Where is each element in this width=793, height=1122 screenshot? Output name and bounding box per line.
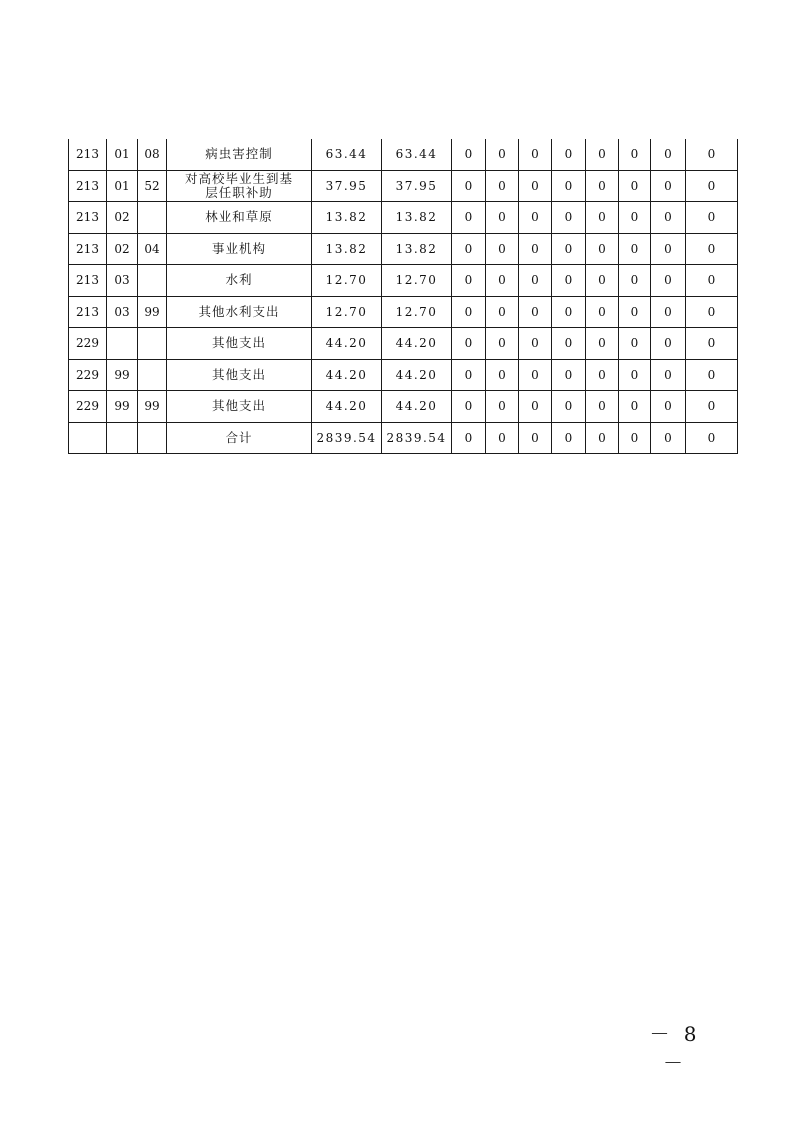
basic-expense-cell: 12.70 bbox=[382, 265, 452, 297]
subject-name-cell bbox=[167, 170, 312, 202]
basic-expense-cell: 2839.54 bbox=[382, 422, 452, 454]
subject-name-line: 对高校毕业生到基 bbox=[184, 170, 293, 186]
value-cell: 0 bbox=[651, 265, 686, 297]
value-cell: 0 bbox=[486, 139, 519, 170]
subject-name-cell: 病虫害控制 bbox=[167, 139, 312, 170]
basic-expense-cell: 37.95 bbox=[382, 170, 452, 202]
value-cell: 0 bbox=[586, 391, 619, 423]
subject-name-line: 层任职补助 bbox=[205, 184, 273, 200]
total-cell: 44.20 bbox=[312, 359, 382, 391]
class-code-cell: 213 bbox=[69, 170, 107, 202]
value-cell: 0 bbox=[619, 265, 651, 297]
table-row bbox=[69, 202, 738, 234]
total-cell: 12.70 bbox=[312, 265, 382, 297]
value-cell: 0 bbox=[486, 328, 519, 360]
basic-expense-cell: 13.82 bbox=[382, 233, 452, 265]
section-code-cell: 01 bbox=[107, 139, 138, 170]
table-row bbox=[69, 328, 738, 360]
total-cell: 63.44 bbox=[312, 139, 382, 170]
class-code-cell: 229 bbox=[69, 391, 107, 423]
value-cell: 0 bbox=[486, 202, 519, 234]
total-row bbox=[69, 422, 738, 454]
value-cell: 0 bbox=[686, 202, 738, 234]
subject-name-cell: 水利 bbox=[167, 265, 312, 297]
section-code-cell: 02 bbox=[107, 202, 138, 234]
value-cell: 0 bbox=[651, 233, 686, 265]
value-cell: 0 bbox=[586, 422, 619, 454]
value-cell: 0 bbox=[552, 328, 586, 360]
value-cell: 0 bbox=[586, 139, 619, 170]
value-cell: 0 bbox=[586, 328, 619, 360]
item-code-cell: 04 bbox=[138, 233, 167, 265]
total-label-cell: 合计 bbox=[167, 422, 312, 454]
value-cell: 0 bbox=[686, 265, 738, 297]
section-code-cell: 03 bbox=[107, 296, 138, 328]
value-cell: 0 bbox=[519, 328, 552, 360]
section-code-cell: 99 bbox=[107, 391, 138, 423]
value-cell: 0 bbox=[619, 359, 651, 391]
class-code-cell: 213 bbox=[69, 296, 107, 328]
value-cell: 0 bbox=[552, 422, 586, 454]
total-cell: 2839.54 bbox=[312, 422, 382, 454]
total-cell: 37.95 bbox=[312, 170, 382, 202]
value-cell: 0 bbox=[686, 328, 738, 360]
table-row bbox=[69, 359, 738, 391]
value-cell: 0 bbox=[619, 296, 651, 328]
section-code-cell bbox=[107, 422, 138, 454]
value-cell: 0 bbox=[486, 359, 519, 391]
value-cell: 0 bbox=[619, 139, 651, 170]
item-code-cell: 99 bbox=[138, 296, 167, 328]
item-code-cell bbox=[138, 422, 167, 454]
item-code-cell bbox=[138, 328, 167, 360]
item-code-cell bbox=[138, 265, 167, 297]
value-cell: 0 bbox=[651, 170, 686, 202]
value-cell: 0 bbox=[651, 328, 686, 360]
value-cell: 0 bbox=[651, 139, 686, 170]
value-cell: 0 bbox=[519, 170, 552, 202]
total-cell: 13.82 bbox=[312, 202, 382, 234]
value-cell: 0 bbox=[651, 422, 686, 454]
class-code-cell bbox=[69, 422, 107, 454]
value-cell: 0 bbox=[519, 233, 552, 265]
section-code-cell bbox=[107, 328, 138, 360]
value-cell: 0 bbox=[586, 233, 619, 265]
value-cell: 0 bbox=[452, 139, 486, 170]
value-cell: 0 bbox=[486, 391, 519, 423]
class-code-cell: 213 bbox=[69, 233, 107, 265]
value-cell: 0 bbox=[586, 265, 619, 297]
value-cell: 0 bbox=[452, 265, 486, 297]
table-row bbox=[69, 391, 738, 423]
value-cell: 0 bbox=[519, 422, 552, 454]
value-cell: 0 bbox=[586, 170, 619, 202]
subject-name-cell: 其他支出 bbox=[167, 391, 312, 423]
class-code-cell: 229 bbox=[69, 328, 107, 360]
table-row bbox=[69, 265, 738, 297]
total-cell: 44.20 bbox=[312, 328, 382, 360]
value-cell: 0 bbox=[519, 391, 552, 423]
table-row bbox=[69, 170, 738, 202]
table-row bbox=[69, 233, 738, 265]
value-cell: 0 bbox=[552, 265, 586, 297]
section-code-cell: 01 bbox=[107, 170, 138, 202]
value-cell: 0 bbox=[452, 170, 486, 202]
value-cell: 0 bbox=[452, 391, 486, 423]
subject-name-cell: 其他水利支出 bbox=[167, 296, 312, 328]
budget-table bbox=[68, 139, 738, 454]
value-cell: 0 bbox=[452, 328, 486, 360]
basic-expense-cell: 63.44 bbox=[382, 139, 452, 170]
page-number: － 8 － bbox=[649, 1022, 701, 1075]
value-cell: 0 bbox=[486, 422, 519, 454]
value-cell: 0 bbox=[452, 202, 486, 234]
value-cell: 0 bbox=[619, 422, 651, 454]
total-cell: 12.70 bbox=[312, 296, 382, 328]
basic-expense-cell: 44.20 bbox=[382, 359, 452, 391]
basic-expense-cell: 12.70 bbox=[382, 296, 452, 328]
value-cell: 0 bbox=[586, 202, 619, 234]
value-cell: 0 bbox=[519, 296, 552, 328]
value-cell: 0 bbox=[686, 359, 738, 391]
value-cell: 0 bbox=[486, 233, 519, 265]
class-code-cell: 213 bbox=[69, 139, 107, 170]
value-cell: 0 bbox=[651, 296, 686, 328]
value-cell: 0 bbox=[519, 202, 552, 234]
subject-name-cell: 事业机构 bbox=[167, 233, 312, 265]
value-cell: 0 bbox=[586, 359, 619, 391]
value-cell: 0 bbox=[586, 296, 619, 328]
item-code-cell: 08 bbox=[138, 139, 167, 170]
class-code-cell: 213 bbox=[69, 265, 107, 297]
item-code-cell: 99 bbox=[138, 391, 167, 423]
item-code-cell bbox=[138, 202, 167, 234]
value-cell: 0 bbox=[686, 170, 738, 202]
value-cell: 0 bbox=[619, 328, 651, 360]
basic-expense-cell: 13.82 bbox=[382, 202, 452, 234]
item-code-cell: 52 bbox=[138, 170, 167, 202]
value-cell: 0 bbox=[651, 202, 686, 234]
class-code-cell: 229 bbox=[69, 359, 107, 391]
value-cell: 0 bbox=[452, 233, 486, 265]
value-cell: 0 bbox=[486, 296, 519, 328]
value-cell: 0 bbox=[452, 422, 486, 454]
value-cell: 0 bbox=[619, 202, 651, 234]
basic-expense-cell: 44.20 bbox=[382, 328, 452, 360]
section-code-cell: 03 bbox=[107, 265, 138, 297]
value-cell: 0 bbox=[519, 359, 552, 391]
value-cell: 0 bbox=[619, 391, 651, 423]
value-cell: 0 bbox=[619, 233, 651, 265]
class-code-cell: 213 bbox=[69, 202, 107, 234]
value-cell: 0 bbox=[519, 139, 552, 170]
value-cell: 0 bbox=[552, 202, 586, 234]
subject-name-cell: 林业和草原 bbox=[167, 202, 312, 234]
value-cell: 0 bbox=[486, 170, 519, 202]
value-cell: 0 bbox=[686, 391, 738, 423]
subject-name-cell: 其他支出 bbox=[167, 359, 312, 391]
value-cell: 0 bbox=[686, 296, 738, 328]
value-cell: 0 bbox=[552, 296, 586, 328]
value-cell: 0 bbox=[651, 391, 686, 423]
table-row bbox=[69, 296, 738, 328]
value-cell: 0 bbox=[552, 359, 586, 391]
value-cell: 0 bbox=[686, 233, 738, 265]
value-cell: 0 bbox=[552, 391, 586, 423]
total-cell: 13.82 bbox=[312, 233, 382, 265]
section-code-cell: 99 bbox=[107, 359, 138, 391]
value-cell: 0 bbox=[552, 233, 586, 265]
value-cell: 0 bbox=[519, 265, 552, 297]
item-code-cell bbox=[138, 359, 167, 391]
value-cell: 0 bbox=[452, 296, 486, 328]
table-row bbox=[69, 139, 738, 170]
value-cell: 0 bbox=[552, 170, 586, 202]
value-cell: 0 bbox=[686, 139, 738, 170]
value-cell: 0 bbox=[452, 359, 486, 391]
value-cell: 0 bbox=[486, 265, 519, 297]
value-cell: 0 bbox=[619, 170, 651, 202]
section-code-cell: 02 bbox=[107, 233, 138, 265]
subject-name-cell: 其他支出 bbox=[167, 328, 312, 360]
value-cell: 0 bbox=[651, 359, 686, 391]
value-cell: 0 bbox=[686, 422, 738, 454]
basic-expense-cell: 44.20 bbox=[382, 391, 452, 423]
value-cell: 0 bbox=[552, 139, 586, 170]
total-cell: 44.20 bbox=[312, 391, 382, 423]
